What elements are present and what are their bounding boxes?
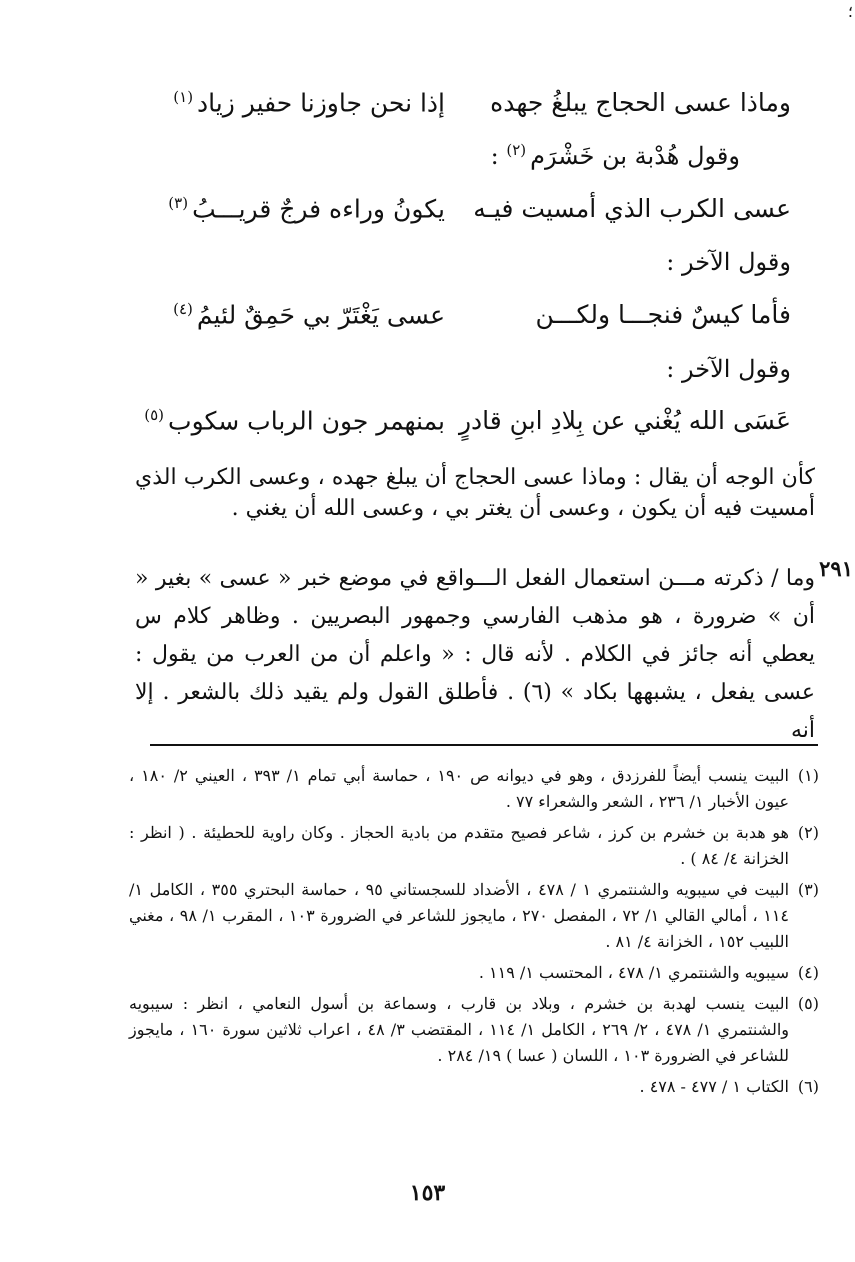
verse-intro xyxy=(666,248,791,276)
footnote xyxy=(129,991,819,1069)
prose-text: كأن الوجه أن يقال : وماذا عسى الحجاج أن يبلغ جهده ، وعسى الكرب الذي أمسيت فيه أن يكون ، وعسى أن يغتر بي ، وعسى الله أن يغني . xyxy=(135,465,815,521)
verse-line xyxy=(0,88,855,128)
verse-line xyxy=(0,406,855,446)
footnote-text: البيت ينسب لهدبة بن خشرم ، وبلاد بن قارب ، وسماعة بن أسول النعامي ، انظر : سيبويه والشنتمري ١/ ٤٧٨ ، ٢/ ٢٦٩ ، الكامل ١/ ١١٤ ، المقتضب ٣/ ٤٨ ، اعراب ثلاثين سورة ١٦٠ ، مايجوز للشاعر في الضرورة ١٠٣ ، اللسان ( عسا ) ١٩/ ٢٨٤ . xyxy=(129,994,790,1065)
footnote-text: هو هدبة بن خشرم بن كرز ، شاعر فصيح متقدم من بادية الحجاز . وكان راوية للحطيئة . ( انظر : الخزانة ٤/ ٨٤ ) . xyxy=(129,823,789,868)
verse-intro-colon: : xyxy=(666,355,675,383)
verse-intro xyxy=(491,141,740,170)
verse-line xyxy=(0,194,855,234)
verse-intro-text: وقول الآخر xyxy=(682,248,791,276)
footnote xyxy=(129,820,819,872)
verse-intro xyxy=(666,355,791,383)
footnote-ref: (١) xyxy=(173,88,194,106)
verse-second-hemistich xyxy=(168,194,445,223)
verse-first-hemistich: فأما كيسٌ فنجـــا ولكـــن xyxy=(535,300,791,329)
verse-second-hemistich xyxy=(144,406,445,435)
footnote-separator xyxy=(150,744,818,746)
footnote-text: البيت في سيبويه والشنتمري ١ / ٤٧٨ ، الأضداد للسجستاني ٩٥ ، حماسة البحتري ٣٥٥ ، الكامل ١/ ١١٤ ، أمالي القالي ١/ ٧٢ ، المفصل ٢٧٠ ، مايجوز للشاعر في الضرورة ١٠٣ ، المقرب ١/ ٩٨ ، مغني اللبيب ١٥٢ ، الخزانة ٤/ ٨١ . xyxy=(129,880,790,951)
verse-second-hemistich xyxy=(173,300,445,329)
footnote xyxy=(129,877,819,955)
verse-line xyxy=(0,300,855,340)
verse-first-hemistich: عسى الكرب الذي أمسيت فيـه xyxy=(473,194,791,223)
verse-intro-text: وقول هُدْبة بن خَشْرَم xyxy=(530,142,740,170)
footnote-ref: (٥) xyxy=(144,406,165,424)
footnote-number: (٣) xyxy=(797,880,819,899)
footnote xyxy=(129,960,819,986)
verse-second-text: إذا نحن جاوزنا حفير زياد xyxy=(197,88,445,118)
verse-first-hemistich: عَسَى الله يُغْني عن بِلادِ ابنِ قادرٍ xyxy=(458,406,791,435)
verse-intro-colon: : xyxy=(666,248,675,276)
page-number: ١٥٣ xyxy=(409,1180,446,1206)
footnote-ref: (٢) xyxy=(506,141,527,159)
verse-second-text: عسى يَغْتَرّ بي حَمِقٌ لئيمُ xyxy=(196,300,445,330)
prose-paragraph xyxy=(135,462,815,524)
prose-text: وما / ذكرته مـــن استعمال الفعل الـــواقع في موضع خبر « عسى » بغير « أن » ضرورة ، هو مذهب الفارسي وجمهور البصريين . وظاهر كلام س يعطي أنه جائز في الكلام . لأنه قال : « واعلم أن من العرب من يقول : عسى يفعل ، يشبهها بكاد » (٦) . فأطلق القول ولم يقيد ذلك بالشعر . إلا أنه xyxy=(135,566,815,743)
footnote-text: الكتاب ١ / ٤٧٧ - ٤٧٨ . xyxy=(639,1077,789,1096)
footnote-number: (٤) xyxy=(797,963,819,982)
verse-intro-colon: : xyxy=(490,142,499,170)
prose-paragraph xyxy=(135,560,815,750)
footnote-text: البيت ينسب أيضاً للفرزدق ، وهو في ديوانه ص ١٩٠ ، حماسة أبي تمام ١/ ٣٩٣ ، العيني ٢/ ١٨٠ ، عيون الأخبار ١/ ٢٣٦ ، الشعر والشعراء ٧٧ . xyxy=(129,766,789,811)
verse-second-text: بمنهمر جون الرباب سكوب xyxy=(168,406,445,436)
footnote-ref: (٣) xyxy=(168,194,189,212)
footnote-number: (٥) xyxy=(797,994,819,1013)
verse-first-hemistich: وماذا عسى الحجاج يبلغُ جهده xyxy=(490,88,791,117)
footnote-ref: (٤) xyxy=(173,300,193,318)
footnote xyxy=(129,763,819,815)
corner-mark: ؛ xyxy=(847,2,853,21)
footnotes xyxy=(129,763,819,1105)
verse-second-text: يكونُ وراءه فرجٌ قريـــبُ xyxy=(192,194,445,224)
footnote-number: (٢) xyxy=(797,823,819,842)
margin-page-number: ٢٩١ xyxy=(819,556,853,581)
footnote xyxy=(129,1074,819,1100)
footnote-number: (١) xyxy=(797,766,819,785)
verse-intro-text: وقول الآخر xyxy=(682,355,791,383)
footnote-number: (٦) xyxy=(797,1077,819,1096)
verse-second-hemistich xyxy=(173,88,445,117)
footnote-text: سيبويه والشنتمري ١/ ٤٧٨ ، المحتسب ١/ ١١٩ . xyxy=(478,963,789,982)
